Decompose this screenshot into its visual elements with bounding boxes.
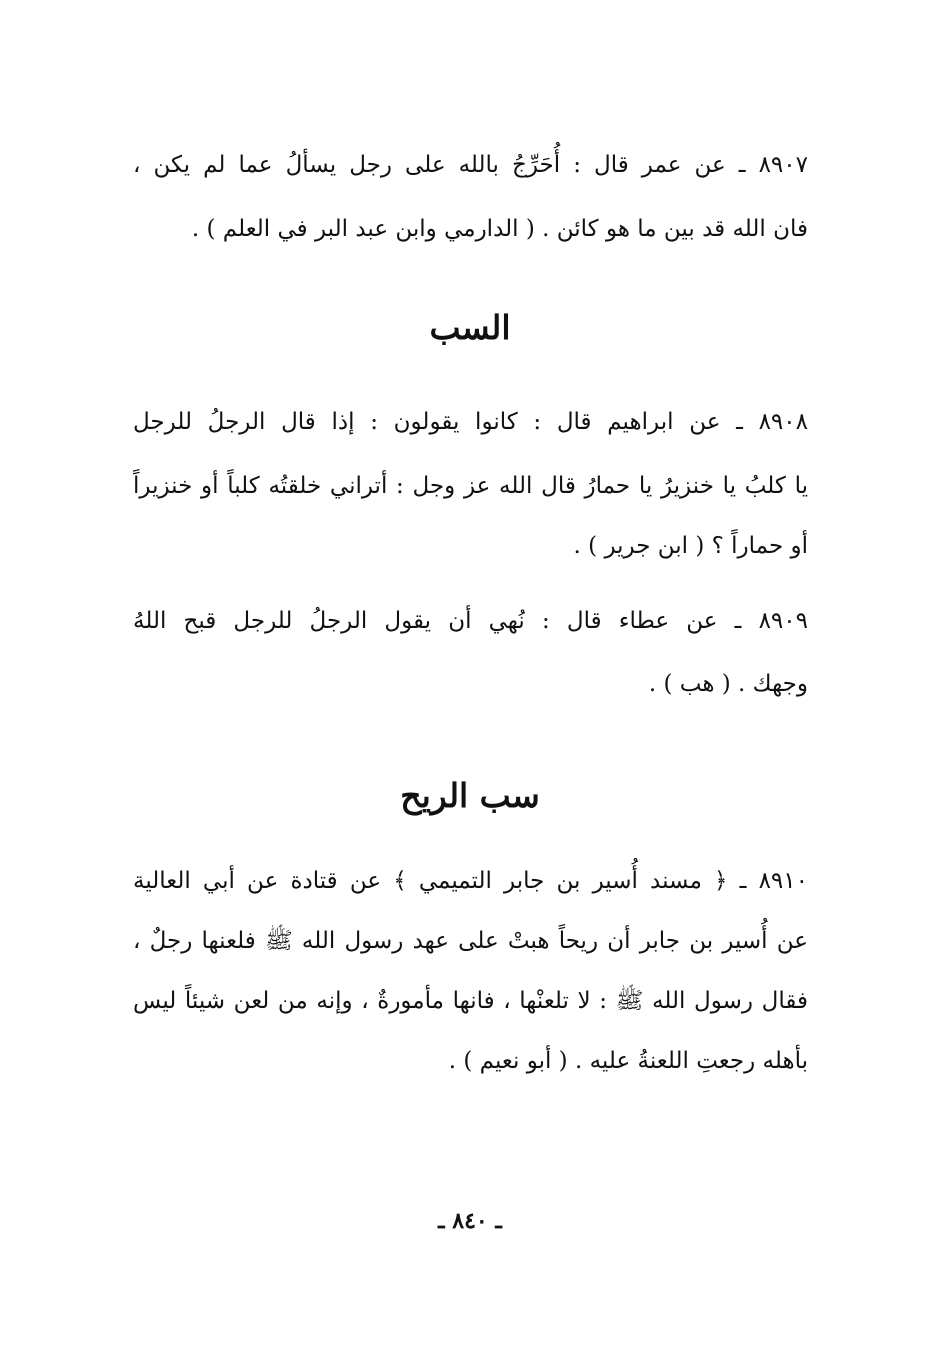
entry-8908-line-3: أو حماراً ؟ ( ابن جرير ) . [573,533,808,559]
entry-8907-line-1: ٨٩٠٧ ـ عن عمر قال : أُحَرِّجُ بالله على رجل يسألُ عما لم يكن ، [133,152,808,178]
entry-8910-line-2: عن أُسير بن جابر أن ريحاً هبتْ على عهد رسول الله ﷺ فلعنها رجلٌ ، [133,928,808,954]
section-heading-insult: السب [429,308,511,347]
entry-8909-line-2: وجهك . ( هب ) . [648,671,808,697]
section-heading-cursing-wind: سب الريح [400,776,540,815]
page-number: ـ ٨٤٠ ـ [438,1208,502,1234]
entry-8908-line-1: ٨٩٠٨ ـ عن ابراهيم قال : كانوا يقولون : إذا قال الرجلُ للرجل [133,409,808,435]
entry-8910-line-4: بأهله رجعتِ اللعنةُ عليه . ( أبو نعيم ) . [448,1048,808,1074]
entry-8910-line-3: فقال رسول الله ﷺ : لا تلعنْها ، فانها مأمورةٌ ، وإنه من لعن شيئاً ليس [133,988,808,1014]
entry-8910-line-1: ٨٩١٠ ـ ﴿ مسند أُسير بن جابر التميمي ﴾ عن قتادة عن أبي العالية [133,868,808,894]
entry-8909-line-1: ٨٩٠٩ ـ عن عطاء قال : نُهي أن يقول الرجلُ للرجل قبح اللهُ [133,608,808,634]
entry-8907-line-2: فان الله قد بين ما هو كائن . ( الدارمي وابن عبد البر في العلم ) . [191,216,808,242]
entry-8908-line-2: يا كلبُ يا خنزيرُ يا حمارُ قال الله عز وجل : أتراني خلقتُه كلباً أو خنزيراً [133,473,808,499]
